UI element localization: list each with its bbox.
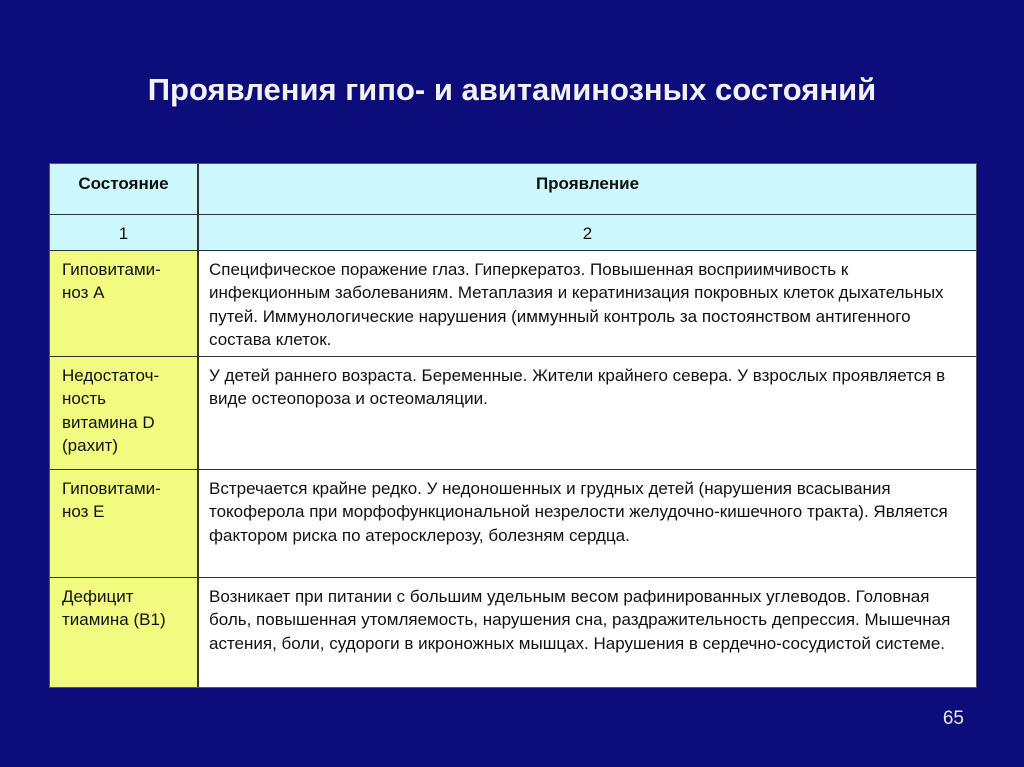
description-cell: Специфическое поражение глаз. Гиперкератоз. Повышенная восприимчивость к инфекционным заболеваниям. Метаплазия и кератинизация покровных клеток дыхательных путей. Иммунологические нарушения (иммунный контроль за постоянством антигенного состава клеток. [198, 250, 976, 356]
state-line: ноз Е [62, 502, 105, 521]
slide-title: Проявления гипо- и авитаминозных состояний [147, 72, 877, 107]
state-line: тиамина (В1) [62, 610, 166, 629]
state-cell [50, 469, 198, 577]
table-row [50, 469, 976, 577]
page-number: 65 [942, 708, 964, 729]
header-manifestation: Проявление [198, 164, 976, 214]
state-line: (рахит) [62, 436, 119, 455]
table-row [50, 577, 976, 687]
state-cell [50, 356, 198, 469]
state-line: Недостаточ- [62, 365, 160, 385]
state-cell [50, 577, 198, 687]
state-line: витамина D [62, 412, 155, 432]
table-number-row [50, 214, 976, 250]
state-cell [50, 250, 198, 356]
description-cell: У детей раннего возраста. Беременные. Жители крайнего севера. У взрослых проявляется в виде остеопороза и остеомаляции. [198, 356, 976, 469]
column-number-1: 1 [50, 214, 198, 250]
column-number-2: 2 [198, 214, 976, 250]
description-cell: Встречается крайне редко. У недоношенных и грудных детей (нарушения всасывания токоферола при морфофункциональной незрелости желудочно-кишечного тракта). Является фактором риска по атеросклерозу, болезням сердца. [198, 469, 976, 577]
table-header-row [50, 164, 976, 214]
description-cell: Возникает при питании с большим удельным весом рафинированных углеводов. Головная боль, повышенная утомляемость, нарушения сна, раздражительность депрессия. Мышечная астения, боли, судороги в икроножных мышцах. Нарушения в сердечно-сосудистой системе. [209, 586, 951, 653]
state-line: ноз А [62, 283, 105, 302]
vitamin-deficiency-table [49, 163, 977, 688]
state-line: Гиповитами- [62, 259, 161, 279]
header-state: Состояние [50, 164, 198, 214]
state-line: ность [62, 389, 106, 408]
state-line: Гиповитами- [62, 478, 161, 498]
table-row [50, 356, 976, 469]
table-row [50, 250, 976, 356]
state-line: Дефицит [62, 586, 134, 606]
